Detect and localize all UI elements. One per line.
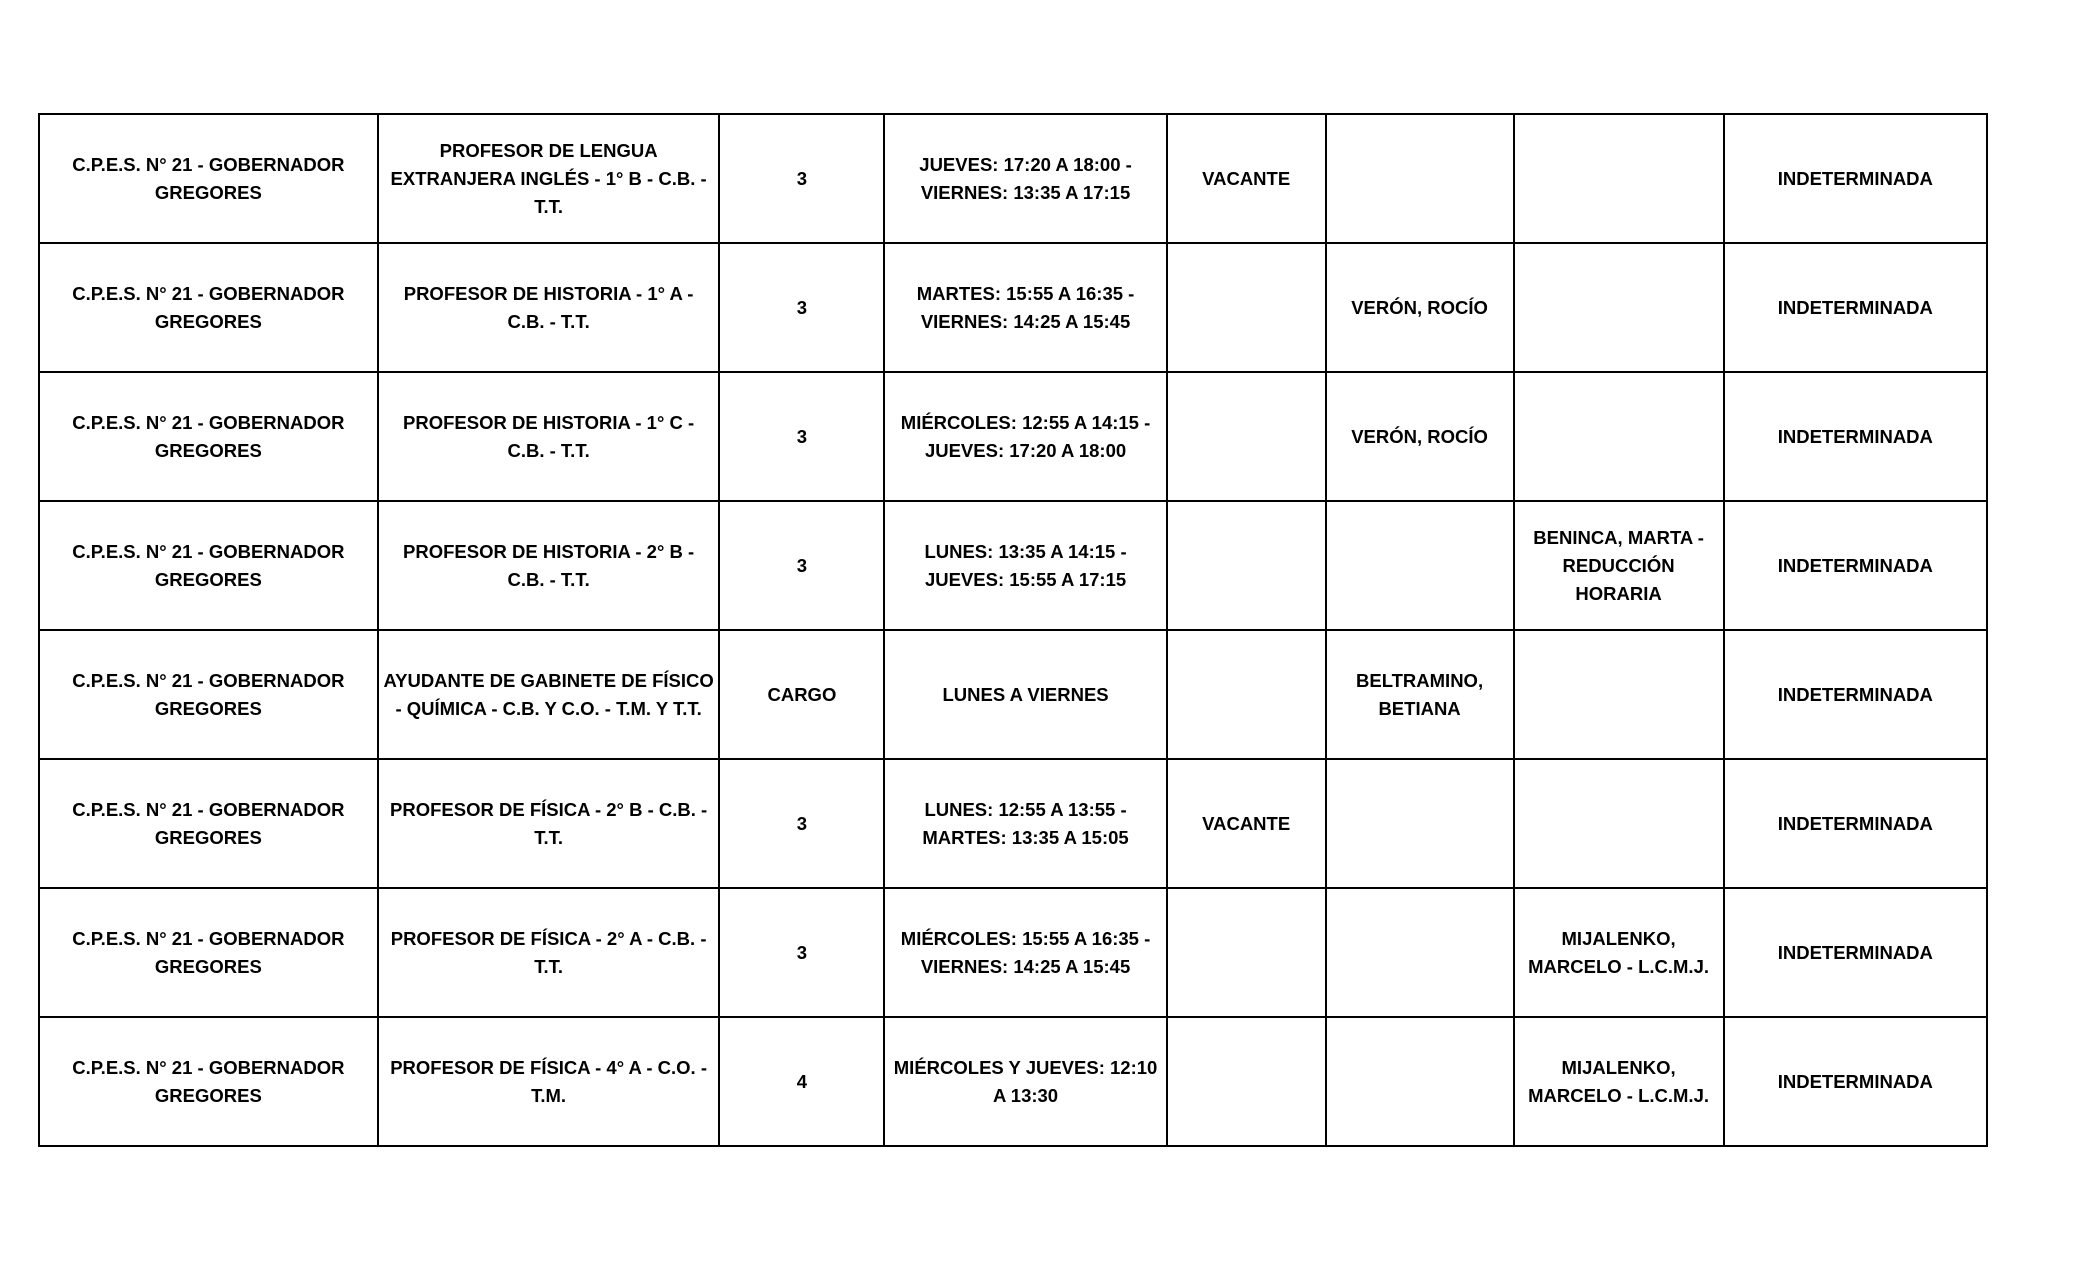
leave-cell: BENINCA, MARTA - REDUCCIÓN HORARIA (1514, 501, 1724, 630)
vacancy-cell (1167, 1017, 1326, 1146)
holder-cell (1326, 759, 1514, 888)
schedule-cell: LUNES: 12:55 A 13:55 - MARTES: 13:35 A 15:05 (884, 759, 1166, 888)
leave-cell (1514, 372, 1724, 501)
schedule-cell: MIÉRCOLES Y JUEVES: 12:10 A 13:30 (884, 1017, 1166, 1146)
schedule-cell: MARTES: 15:55 A 16:35 - VIERNES: 14:25 A 15:45 (884, 243, 1166, 372)
leave-cell (1514, 759, 1724, 888)
school-cell: C.P.E.S. N° 21 - GOBERNADOR GREGORES (39, 1017, 378, 1146)
hours-cell: 3 (719, 759, 884, 888)
vacancy-cell: VACANTE (1167, 114, 1326, 243)
school-cell: C.P.E.S. N° 21 - GOBERNADOR GREGORES (39, 501, 378, 630)
position-cell: PROFESOR DE FÍSICA - 2° A - C.B. - T.T. (378, 888, 720, 1017)
table-body (39, 114, 1987, 1146)
school-cell: C.P.E.S. N° 21 - GOBERNADOR GREGORES (39, 243, 378, 372)
leave-cell: MIJALENKO, MARCELO - L.C.M.J. (1514, 888, 1724, 1017)
status-cell: INDETERMINADA (1724, 114, 1987, 243)
vacancy-cell: VACANTE (1167, 759, 1326, 888)
hours-cell: 3 (719, 114, 884, 243)
schedule-cell: LUNES A VIERNES (884, 630, 1166, 759)
leave-cell: MIJALENKO, MARCELO - L.C.M.J. (1514, 1017, 1724, 1146)
holder-cell: BELTRAMINO, BETIANA (1326, 630, 1514, 759)
leave-cell (1514, 243, 1724, 372)
table-row (39, 372, 1987, 501)
table-row (39, 888, 1987, 1017)
hours-cell: 3 (719, 501, 884, 630)
position-cell: PROFESOR DE HISTORIA - 1° C - C.B. - T.T. (378, 372, 720, 501)
table-row (39, 501, 1987, 630)
vacancy-cell (1167, 630, 1326, 759)
holder-cell (1326, 114, 1514, 243)
position-cell: PROFESOR DE FÍSICA - 4° A - C.O. - T.M. (378, 1017, 720, 1146)
schedule-cell: LUNES: 13:35 A 14:15 - JUEVES: 15:55 A 17:15 (884, 501, 1166, 630)
position-cell: PROFESOR DE FÍSICA - 2° B - C.B. - T.T. (378, 759, 720, 888)
schedule-cell: MIÉRCOLES: 15:55 A 16:35 - VIERNES: 14:25 A 15:45 (884, 888, 1166, 1017)
vacancy-table (38, 113, 1988, 1147)
table-row (39, 114, 1987, 243)
hours-cell: 4 (719, 1017, 884, 1146)
holder-cell: VERÓN, ROCÍO (1326, 372, 1514, 501)
status-cell: INDETERMINADA (1724, 243, 1987, 372)
school-cell: C.P.E.S. N° 21 - GOBERNADOR GREGORES (39, 630, 378, 759)
position-cell: PROFESOR DE HISTORIA - 2° B - C.B. - T.T. (378, 501, 720, 630)
table-row (39, 759, 1987, 888)
school-cell: C.P.E.S. N° 21 - GOBERNADOR GREGORES (39, 888, 378, 1017)
status-cell: INDETERMINADA (1724, 888, 1987, 1017)
hours-cell: CARGO (719, 630, 884, 759)
vacancy-cell (1167, 501, 1326, 630)
vacancy-cell (1167, 372, 1326, 501)
hours-cell: 3 (719, 243, 884, 372)
school-cell: C.P.E.S. N° 21 - GOBERNADOR GREGORES (39, 759, 378, 888)
status-cell: INDETERMINADA (1724, 630, 1987, 759)
position-cell: PROFESOR DE HISTORIA - 1° A - C.B. - T.T. (378, 243, 720, 372)
school-cell: C.P.E.S. N° 21 - GOBERNADOR GREGORES (39, 372, 378, 501)
status-cell: INDETERMINADA (1724, 759, 1987, 888)
schedule-cell: JUEVES: 17:20 A 18:00 - VIERNES: 13:35 A 17:15 (884, 114, 1166, 243)
position-cell: AYUDANTE DE GABINETE DE FÍSICO - QUÍMICA - C.B. Y C.O. - T.M. Y T.T. (378, 630, 720, 759)
status-cell: INDETERMINADA (1724, 372, 1987, 501)
leave-cell (1514, 114, 1724, 243)
vacancy-cell (1167, 243, 1326, 372)
hours-cell: 3 (719, 372, 884, 501)
vacancy-cell (1167, 888, 1326, 1017)
table-row (39, 1017, 1987, 1146)
holder-cell (1326, 1017, 1514, 1146)
holder-cell: VERÓN, ROCÍO (1326, 243, 1514, 372)
position-cell: PROFESOR DE LENGUA EXTRANJERA INGLÉS - 1° B - C.B. - T.T. (378, 114, 720, 243)
table-row (39, 243, 1987, 372)
school-cell: C.P.E.S. N° 21 - GOBERNADOR GREGORES (39, 114, 378, 243)
schedule-cell: MIÉRCOLES: 12:55 A 14:15 - JUEVES: 17:20 A 18:00 (884, 372, 1166, 501)
leave-cell (1514, 630, 1724, 759)
status-cell: INDETERMINADA (1724, 1017, 1987, 1146)
hours-cell: 3 (719, 888, 884, 1017)
holder-cell (1326, 501, 1514, 630)
table-row (39, 630, 1987, 759)
holder-cell (1326, 888, 1514, 1017)
status-cell: INDETERMINADA (1724, 501, 1987, 630)
